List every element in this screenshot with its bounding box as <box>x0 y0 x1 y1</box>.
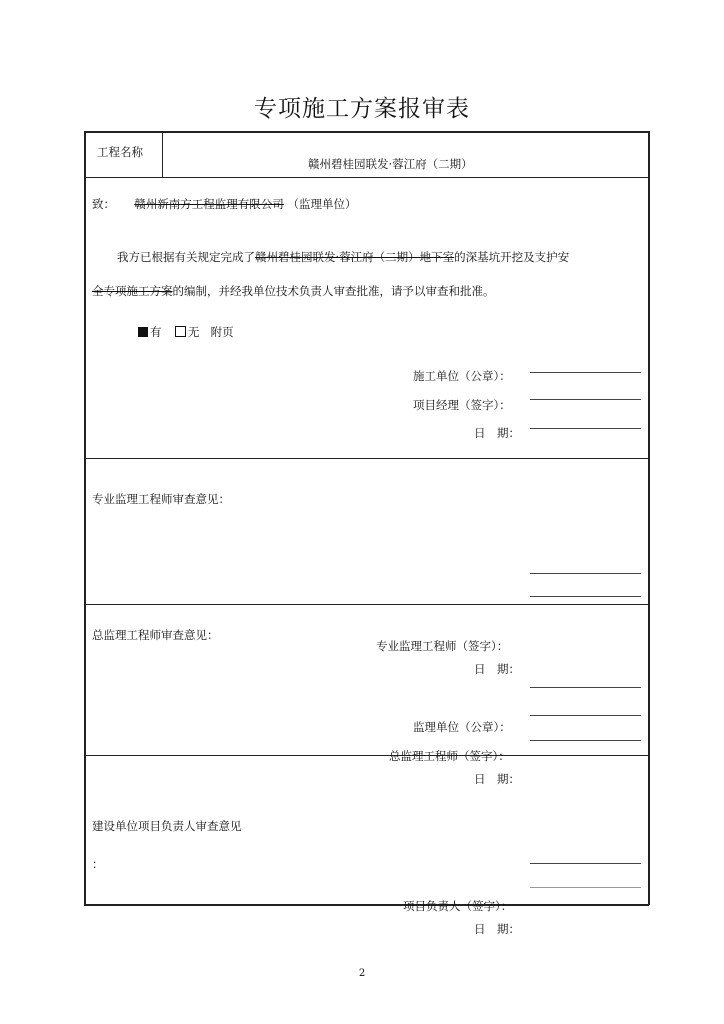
submission-date-line[interactable] <box>530 428 641 429</box>
project-scope: 赣州碧桂园联发·蓉江府（二期）地下室 <box>255 250 455 264</box>
page-title: 专项施工方案报审表 <box>254 96 470 122</box>
addressee-suffix: （监理单位） <box>287 197 357 211</box>
addressee-prefix: 致： <box>92 197 115 211</box>
plan-name: 全专项施工方案 <box>92 284 173 298</box>
project-name-value: 赣州碧桂园联发·蓉江府（二期） <box>308 157 473 171</box>
owner-sign-line[interactable] <box>530 863 641 864</box>
specialist-sign-line[interactable] <box>530 573 641 574</box>
checkbox-unchecked-icon[interactable] <box>175 326 186 337</box>
specialist-sign-label: 专业监理工程师（签字）： <box>376 639 509 653</box>
submission-body-line2: 全专项施工方案的编制，并经我单位技术负责人审查批准，请予以审查和批准。 <box>92 284 495 298</box>
submission-date-label: 日 期： <box>474 426 520 440</box>
attach-no-label: 无 <box>187 325 200 339</box>
contractor-seal-label: 施工单位（公章）： <box>413 369 511 383</box>
specialist-date-line[interactable] <box>530 596 641 597</box>
attachment-options <box>138 325 234 339</box>
chief-review-heading: 总监理工程师审查意见： <box>92 628 219 642</box>
checkbox-checked-icon[interactable] <box>138 327 148 337</box>
project-manager-sign-label: 项目经理（签字）： <box>413 398 511 412</box>
chief-date-label: 日 期： <box>474 772 520 786</box>
owner-date-line[interactable] <box>530 887 641 888</box>
chief-unit-label: 监理单位（公章）： <box>413 720 511 734</box>
attach-yes-label: 有 <box>150 325 162 339</box>
submission-body-line1: 我方已根据有关规定完成了赣州碧桂园联发·蓉江府（二期）地下室的深基坑开挖及支护安 <box>117 250 570 264</box>
owner-sign-label: 项目负责人（签字）： <box>403 899 513 913</box>
chief-sign-line[interactable] <box>530 715 641 716</box>
specialist-date-label: 日 期： <box>474 662 520 676</box>
attachment-label: 附页 <box>210 325 234 339</box>
addressee-line <box>92 197 356 211</box>
specialist-review-heading: 专业监理工程师审查意见： <box>92 492 230 506</box>
owner-date-label: 日 期： <box>474 922 520 936</box>
chief-unit-line[interactable] <box>530 687 641 688</box>
project-manager-sign-line[interactable] <box>530 399 641 400</box>
supervision-unit-name: 赣州新南方工程监理有限公司 <box>134 197 284 211</box>
project-name-label: 工程名称 <box>97 145 143 159</box>
owner-review-heading: 建设单位项目负责人审查意见 <box>92 819 242 833</box>
page-number: 2 <box>358 968 366 979</box>
contractor-seal-line[interactable] <box>530 372 641 373</box>
owner-review-colon: ： <box>92 857 104 871</box>
chief-date-line[interactable] <box>530 740 641 741</box>
chief-sign-label: 总监理工程师（签字）： <box>389 749 510 763</box>
